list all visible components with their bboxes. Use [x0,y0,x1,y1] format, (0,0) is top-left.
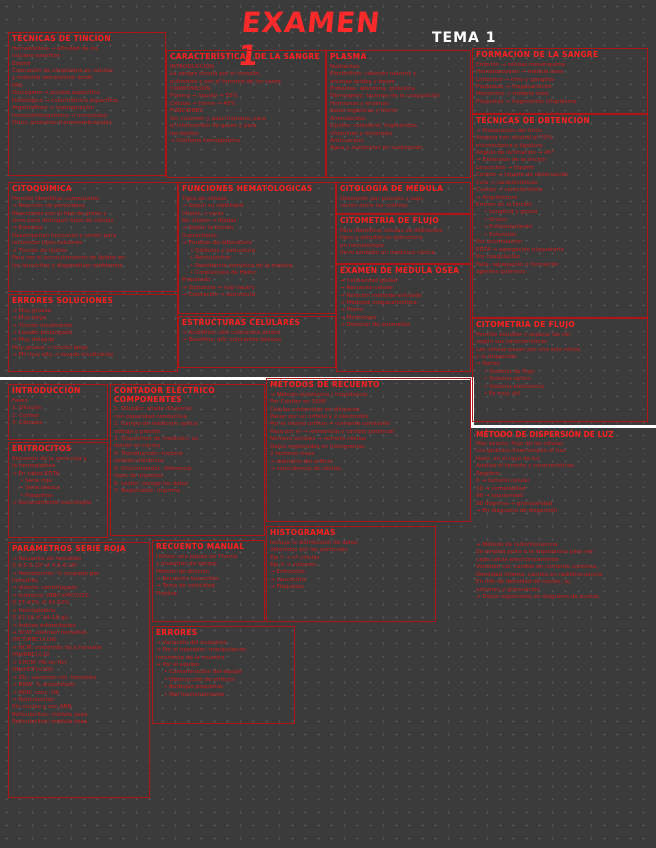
section-heading: CITOLOGÍA DE MÉDULA [340,184,444,193]
note-line: Células → forme → 45% [170,100,236,107]
note-line: → Muy delgada [12,337,55,344]
note-line: Desempeñan funciones y sirven para [12,232,117,239]
note-line: tipos y estudiar su estructura [340,235,423,242]
note-line: → Reacción de peroxidasa [12,203,85,210]
note-line: → En tubos EDTA [12,470,60,477]
note-line: y la dispersión [476,353,517,360]
note-line: 7. Registrador: imprime [114,488,181,495]
section-errores-soluciones [8,294,178,372]
note-line: Las células pasan por una sola célula [476,346,581,353]
note-line: 10 → complejidad [476,485,526,492]
note-line: • Serie roja [20,477,52,484]
note-line: volumen y granulación [476,586,541,593]
note-line: 2. Campo de medición: aplica [114,421,198,428]
note-line: → Tinción insuficiente [12,322,73,329]
note-line: → Morfología [340,314,376,321]
note-line: → Recuento de hematíes [12,555,82,562]
section-plasma [326,50,471,178]
section-heading: TÉCNICAS DE OBTENCIÓN [476,116,590,125]
section-heading: ERRORES SOLUCIONES [12,296,114,305]
note-line: → Hematocrito: % ocupado por [12,570,99,577]
note-line: Densidad interna: cambio en radiofrecuencia [476,571,603,578]
note-line: → directo: centrifugado [12,585,78,592]
note-line: → Muy larga [12,315,47,322]
note-line: 3. Dispositivo de medición: es [114,436,198,442]
note-line: Registro: [476,470,501,477]
note-line: • Corpúsculos de Heinz [190,270,256,276]
note-line: Hormonas y enzimas [330,100,389,107]
note-line: núcleos basófilos [12,53,61,60]
note-line: Plaquetas → megacariocito [476,83,552,90]
note-line: los tejidos [170,130,199,137]
note-line: EDTA → agregación plaquetaria [476,246,564,253]
note-line: → En diagrama de dispersión [476,507,558,514]
note-line: • Longitud y grosor [484,209,539,216]
note-line: obtenidos por las partículas [270,547,348,554]
note-line: Anticuerpos [330,138,364,144]
section-formacion-sangre [472,48,648,114]
note-line: • Sistema electrónico [484,383,545,390]
note-line: → PH muy alto → lavado insuficiente [12,352,114,359]
note-line: → Índices eritrocitarios [12,622,76,629]
note-line: • Sistema de flujo [484,368,535,375]
note-line: → Partes [476,361,500,368]
note-line: → Método resistencia / impedancia [270,391,368,398]
note-line: Volumen cel: cambio en corriente continua [476,564,597,571]
note-line: 3. Cálculos [12,419,43,426]
note-line: → Celularidad global [340,277,398,284]
note-line: → Acidófilos: afín colorantes ácidos [182,329,281,336]
note-line: Reticulocitos: médula ósea [12,719,88,726]
note-line: • Glóbulos y estructura [190,247,256,254]
section-examen-medula [336,264,471,372]
section-parametros-serie-roja [8,542,150,798]
note-line: Supravitales [182,232,217,239]
section-heading: FORMACIÓN DE LA SANGRE [476,50,599,59]
note-line: ración entre las costillas [340,203,408,210]
note-line: Agua y sustancias en suspensión [330,145,423,152]
tema-label: TEMA 1 [432,30,497,46]
section-heading: CONTADOR ELÉCTRICO COMPONENTES [114,386,215,404]
note-line: 90 disperso → granularidad [476,500,553,507]
note-line: → Lavado prolongado [12,329,73,336]
section-citoquimica [8,182,178,292]
note-line: Método de dilución [156,568,210,575]
note-line: 2. Conteo [12,412,40,419]
note-line: → Leucocitos [270,576,307,583]
section-heading: MÉTODO DE DISPERSIÓN DE LUZ [476,430,614,439]
section-heading: CITOMETRÍA DE FLUJO [340,216,440,225]
note-line: Glucógeno → prueba específica [12,90,100,97]
note-line: Para identificar células de diferentes [340,227,443,234]
note-line: Plaquetas → fragmentos citoplasma [476,98,577,105]
section-recuento-manual [152,540,265,622]
note-line: La sangre circula por el corazón, [170,71,262,78]
note-line: Leucocitos → tiquete [476,164,534,171]
note-line: • Sistema óptico [484,376,531,383]
note-line: → Madurez megacariocítica [340,299,417,306]
note-line: 1. Diluidor: añade diluyente [114,406,192,413]
note-line: • Es muy útil [484,391,521,398]
note-line: En info de densidad de núcleo, su [476,579,571,586]
section-heading: PARÁMETROS SERIE ROJA [12,544,126,553]
note-line: (Hb/HCT)×100 [12,667,53,674]
note-line: Otros: proteínas transmembranales [12,120,112,126]
note-line: Nutrientes [330,63,360,70]
note-line: Inmunohistoquímica → inmunidad [12,112,107,119]
note-line: → indirecto: (RBC×MCV)/10 [12,592,89,599]
note-line: → Sustancia → rojo neutro [182,284,255,291]
note-line: Células contenidas en diluyente [270,406,360,413]
note-line: Electrólitos: cationes neutros y [330,71,417,78]
note-line: • Contaminación del equipo [164,669,243,676]
note-line: (HCT/RBC)×100 [12,637,57,644]
note-line: (Hb/RBC)×10 [12,652,50,659]
note-line: PAS [12,82,23,89]
note-line: Ángulo de inclinación → 45° [476,149,555,156]
note-line: 90 → lobularidad [476,493,523,500]
note-line: Datos registrados en histogramas [270,443,365,450]
note-line: Sin volumen y peso humano, para [170,115,266,122]
note-line: Número señales → número células [270,436,367,443]
section-citometria-flujo-2 [472,318,648,422]
note-line: Obtención por punción y aspi- [340,195,425,202]
note-line: Conteo → tiquete de observación [476,172,569,179]
note-line: → Plaquetas [270,584,304,591]
note-line: hematíes [12,577,38,584]
note-line: → IDL: variación vol. hematíes [12,674,97,681]
note-line: Permite estudiar y separar las cél. [476,331,572,338]
note-line: y muestras de sangre [156,561,217,568]
note-line: Errores en la tinción [476,202,533,208]
note-line: Se emplea junto a la impedancia para ver [476,549,594,556]
note-line: Argentafines → impregnación [12,105,95,112]
note-line: 4. Transducción: traduce [114,450,183,457]
note-line: según sus características [476,339,547,346]
note-line: Incluye la distribución de datos [270,539,358,546]
note-line: Pasan por un orificio y 2 electrodos [270,413,369,420]
section-tecnicas-tincion [8,32,166,176]
note-line: voltaje y presión [114,428,161,435]
note-line: → HCM: contenido hb a hematíe [12,644,102,651]
note-line: → Datos registrados en diagrama de puntos [476,594,599,601]
section-heading: FUNCIONES HEMATOLÓGICAS [182,184,313,193]
note-line: Fases: [12,397,30,404]
section-caracteristicas-sangre [166,50,326,178]
section-heading: EXAMEN DE MÉDULA ÓSEA [340,266,460,275]
note-line: Monocitos → médula ósea [476,91,549,98]
note-line: con capacidad conductiva [114,413,187,420]
note-line: → Método de radiofrecuencia [476,542,558,548]
section-heading: CITOMETRÍA DE FLUJO [476,320,576,329]
note-line: la hemoglobina [12,463,56,470]
note-line: → Tinción de lípidos [12,247,68,254]
note-line: Reacciones con el tipo de grano y [12,210,107,217]
section-metodos-recuento [266,378,471,522]
note-line: → Hierro [340,307,364,314]
note-line: incorrecta de la muestra [156,654,225,661]
note-line: Histológico → colorimétrica específica [12,97,118,104]
note-line: láser, en el rayo de luz [476,455,540,462]
note-line: agentes químicos [476,268,526,275]
section-citologia-medula [336,182,471,214]
note-line: ♀ 12-16 ♂ 14-18 g/L [12,615,70,622]
section-heading: TÉCNICAS DE TINCIÓN [12,34,111,43]
note-line: ♀ 37-47% ♂ 42-52% [12,600,70,607]
note-line: Sales orgánicas y hierro [330,108,397,115]
note-line: Reticulocitos: médula ósea [12,711,88,718]
section-heading: CITOQUÍMICA [12,184,72,193]
note-line: Preparado [182,277,211,284]
section-introduccion [8,384,108,440]
note-line: Aminoácidos [330,115,366,122]
section-histogramas [266,526,436,622]
note-line: → Generalmente macrología [12,500,92,507]
note-line: → Detectar de anomalías [340,322,411,329]
note-line: Por el mismo orificio → corriente constante [270,421,390,428]
note-line: → RDW: % anisocitosis [12,682,76,689]
note-line: donde se cuenta [114,443,161,450]
note-line: → Relación mieloide-eritroide [340,292,422,299]
note-line: tipos de impulsos [114,473,164,480]
section-heading: ERITROCITOS [12,444,72,453]
note-line: Sin nucleo y con ARN [12,704,72,711]
section-heading: MÉTODOS DE RECUENTO [270,380,380,389]
note-line: Eje Y → nº células [270,554,320,561]
note-line: → Extensión de la tinción [476,157,547,164]
note-line: Analiza el tamaño y características [476,463,575,470]
note-line: → Coloración → estructura [182,292,256,299]
note-line: → Preparación del frotis [476,127,542,134]
note-line: → Esterasa [12,225,43,232]
note-line: reconocer tipos celulares [12,240,83,247]
note-line: Plasma → líquido → 55% [170,93,238,100]
note-line: → Toma de velocidad [156,583,215,590]
note-line: → Arquitectura [476,194,518,201]
section-heading: INTRODUCCIÓN [12,386,81,395]
note-line: Coloración de citoplasma en células [12,67,113,74]
section-heading: CARACTERÍSTICAS DE LA SANGRE [170,52,320,61]
note-line: Pasa por el → resistencia y cambio potencial [270,428,395,435]
note-line: 5. Discriminador: diferencia [114,465,192,472]
note-line: sirve para distinguir tipos de células [12,217,114,224]
section-heading: PLASMA [330,52,367,61]
note-line: → Eritrocitos [270,569,305,576]
note-line: los leucocitos y diagnosticar problemas [12,262,123,269]
note-line: → Recuento celular [340,285,394,292]
note-line: → ADH: conc. Hb [12,689,59,696]
note-line: Utilizar una pipeta de Thoma [156,553,238,560]
note-line: → Contiene hemoglobina [170,138,240,144]
note-line: Eje X → volumen [270,561,317,568]
section-citometria-flujo-1 [336,214,471,264]
note-line: → diámetro del orificio [270,458,333,465]
note-line: • Serie blanca [20,485,60,492]
note-line: • Resistencia osmótica de la médula [190,262,293,269]
note-line: 6. Lector: recoge los datos [114,480,189,487]
note-line: • Burbujas pequeñas [164,684,223,691]
section-citometria-dinamica [474,540,654,640]
note-line: y material extracelular ácido [12,75,93,82]
page-title: EXAMEN 1 [236,6,383,72]
note-line: • Plaquetas [20,492,53,499]
note-line: ♀ 4.5-5·10⁶ ♂ 4.5-6·10⁶ [12,563,78,570]
note-line: Sirve también en medicina clínica [340,249,435,256]
note-line: No vitales → fijadas [182,217,237,224]
note-line: → Basófilos: afín colorantes básicos [182,337,282,344]
note-line: pulmones y por el torrente de los vasos [170,78,281,85]
note-line: Linfocitos → timo y ganglios [476,76,555,83]
section-metodo-dispersion [474,428,654,544]
note-line: • Grosor [484,216,508,223]
section-heading: ESTRUCTURAS CELULARES [182,318,301,327]
note-line: → Según la tinción [182,225,234,232]
note-line: • Reticulocitos [190,255,231,262]
note-line: • Enfrentamiento [484,224,533,231]
section-contador-electrico [110,384,265,536]
note-line: Recuento de la serie roja y [12,455,87,462]
note-line: Tipos de células [182,195,227,202]
note-line: Por acumulación [476,239,523,246]
section-heading: HISTOGRAMAS [270,528,336,537]
section-tecnicas-obtencion [472,114,648,318]
note-line: → Reticulocitos [12,696,55,703]
note-line: Para ver el acumulamiento de lípidos en [12,255,125,262]
note-line: Hematopoyesis → médula ósea [476,69,564,76]
note-line: → Muy gruesa [12,307,52,314]
note-line: • Extensión [484,231,517,238]
section-eritrocitos [8,442,108,538]
note-line: Eosina [12,60,31,67]
note-line: COMPOSICIÓN [170,85,211,92]
note-line: • Mal funcionamiento [164,691,225,698]
note-line: • Obstrucción de orificios [164,676,235,683]
note-line: Vitales → vivas [182,210,224,217]
note-line: Proteínas: albúmina, globulina [330,85,415,92]
note-line: INTRODUCCIÓN [170,63,214,70]
note-line: → Recuento leucocitos [156,575,219,582]
section-heading: RECUENTO MANUAL [156,542,245,551]
note-line: Falla: agregación o formación [476,261,559,268]
note-line: Cuerpo → característica [476,187,543,194]
note-line: Vitaminas y minerales [330,130,393,137]
note-line: Por Coulter en 1956 [270,399,326,406]
note-line: Fibrinógeno: factores de la coagulación [330,93,440,100]
note-line: → Variación del muestreo [156,639,227,646]
section-errores [152,626,295,724]
note-line: → VCM: volumen hematíes [12,630,87,636]
note-line: Los glóbulos interrumpen el haz [476,448,566,455]
note-line: Finaliza [156,590,177,597]
note-line: 2 factores clave [270,451,315,458]
section-heading: ERRORES [156,628,198,637]
note-line: el intercambio de gases y para [170,123,257,130]
note-line: señales eléctricas [114,458,164,465]
note-line: en hematología [340,242,384,249]
section-funciones-hematologicas [178,182,336,314]
note-line: → Hemoglobina [12,607,56,614]
note-line: Hematoxilina → afinidad de los [12,45,99,52]
note-line: → coincidencia de células [270,466,342,472]
note-line: → Por el operador: manipulación [156,647,247,654]
note-line: Cola → características [476,179,538,186]
note-line: Permite identificar compuestos [12,195,100,202]
note-line: Muy gruesa → tinción larga [12,344,88,351]
note-line: Asepsia con alcohol al 70%, [476,135,554,142]
note-line: Por coagulación [476,254,521,261]
note-line: FUNCIONES [170,108,203,115]
note-line: Embrión → células mesénquima [476,61,566,68]
note-line: 0 → tamaño celular [476,478,530,485]
note-line: aniones ácidos y bases [330,78,395,85]
note-line: → Por el equipo [156,661,199,668]
note-line: cada célula electrónicamente [476,556,559,563]
note-line: → Según su viabilidad [182,203,244,210]
note-line: → Pruebas de laboratorio [182,240,253,247]
note-line: 1. Dilución [12,405,42,412]
note-line: microscópica y ligadura [476,142,543,149]
note-line: Lípidos: colesterol, triglicéridos [330,123,418,130]
note-line: → CHCM: Hb en Hct [12,659,67,666]
note-line: Más exacto, flujo de las células [476,441,564,447]
section-estructuras-celulares [178,316,336,368]
